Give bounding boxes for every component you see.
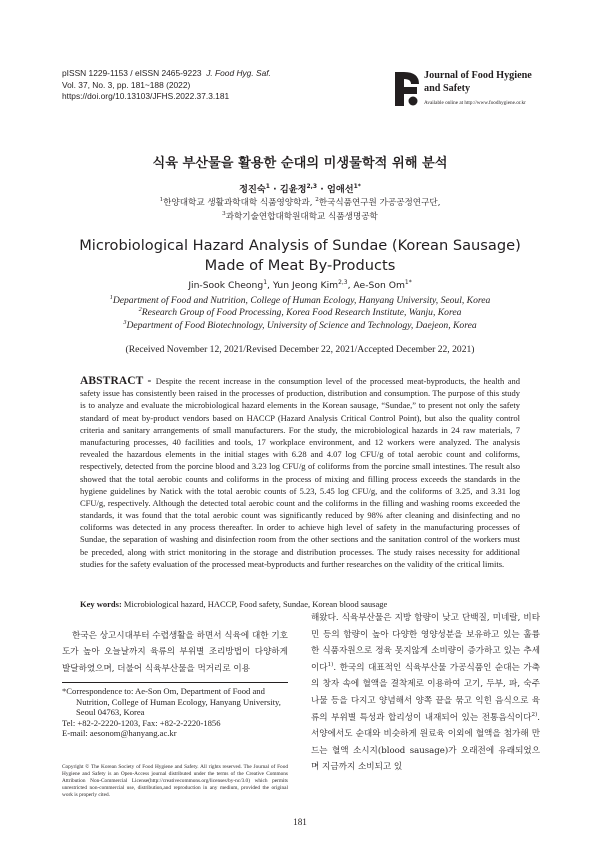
citation-2[interactable]: 2): [531, 711, 538, 718]
journal-title: [424, 70, 532, 95]
korean-author-3: 엄애선: [326, 184, 354, 195]
english-author-2-sup: 2,3: [338, 278, 348, 286]
citation-1[interactable]: 1): [327, 661, 334, 668]
english-corresponding-star: *: [408, 278, 412, 286]
korean-author-1: 정진숙: [239, 184, 266, 195]
english-affil-1-sup: 1: [109, 293, 113, 301]
journal-meta: [62, 68, 271, 103]
correspondence-line2: Nutrition, College of Human Ecology, Hanyang University,: [76, 696, 281, 707]
english-author-separator: ,: [267, 280, 273, 291]
journal-title-line2: and Safety: [424, 82, 471, 94]
korean-author-separator: ·: [273, 184, 277, 195]
korean-author-2: 김윤정: [279, 184, 307, 195]
journal-logo: [392, 70, 542, 112]
english-title-line1: Microbiological Hazard Analysis of Sundae (Korean Sausage): [79, 237, 521, 254]
english-affil-2: Research Group of Food Processing, Korea Food Research Institute, Wanju, Korea: [141, 307, 462, 319]
english-author-1-sup: 1: [263, 278, 268, 286]
english-affil-1: Department of Food and Nutrition, College of Human Ecology, Hanyang University, Seoul, Korea: [112, 295, 491, 306]
korean-author-2-sup: 2,3: [306, 182, 318, 190]
correspondence-tel: Tel: +82-2-2220-1203, Fax: +82-2-2220-1856: [62, 717, 221, 728]
journal-abbrev: J. Food Hyg. Saf.: [206, 68, 271, 78]
english-affil-3-sup: 3: [123, 318, 127, 326]
english-affiliations: [0, 295, 600, 332]
english-author-2: Yun Jeong Kim: [272, 280, 339, 291]
correspondence-line3: Seoul 04763, Korea: [76, 707, 145, 718]
english-affiliation-1: [0, 295, 600, 307]
korean-affil-2-sup: 2: [315, 197, 319, 204]
english-author-3-sup: 1: [404, 278, 409, 286]
korean-affil-3: 과학기술연합대학원대학교 식품생명공학: [225, 212, 378, 222]
correspondence-email[interactable]: E-mail: aesonom@hanyang.ac.kr: [62, 728, 177, 739]
english-author-1: Jin-Sook Cheong: [188, 280, 264, 291]
doi-link[interactable]: https://doi.org/10.13103/JFHS.2022.37.3.181: [62, 91, 230, 101]
korean-affiliation-line1: [0, 196, 600, 210]
english-title: [0, 236, 600, 276]
english-title-line2: Made of Meat By-Products: [204, 257, 396, 274]
abstract-text: Despite the recent increase in the consumption level of the processed meat-byproducts, the health and safety issue has consistently been raised in the processes of production, distribution and consumption. The purpose of this study is to analyze and evaluate the microbiological hazard elements in the Korean sausage, “Sundae,” to present not only the safety standard of meat by-product vendors based on HACCP (Hazard Analysis Critical Control Point), but also the quality control criteria and sanitary arrangements of small manufacturers. For the study, the microbiological hazards in 24 raw materials, 7 manufacturing processes, 40 facilities and tools, 17 workplace environment, and 12 workers were analyzed. The analysis revealed the hazardous elements in the initial stages with 6.28 and 4.07 log CFU/g of total aerobic count and coliforms, respectively, detected from the porcine blood and 3.23 log CFU/g of coliforms from the porcine small intestines. The result also showed that the total aerobic counts and coliforms in the process of mixing and filling process exceeds the standards in the hygiene guidelines by Natick with the total aerobic counts of 5.23, 5.45 log CFU/g, and the coliforms of 3.25, and 3.31 log CFU/g, respectively. Although the detected total aerobic count and the coliforms in the filling and washing rooms exceeded the standards, it was found that the total aerobic count was significantly reduced by 98% after cleaning and disinfecting and no coliforms was detected in any process thereafter. In order to achieve high level of safety in the manufacturing processes of Sundae, the separation of washing and disinfection room from the other sections and the sanitation control of the workers must be preceded, along with strict monitoring in the storage and distribution processes. The study raises necessity for additional studies for the safety evaluation of the processed meat-byproducts and further researches on the validity of the critical limits.: [80, 376, 520, 569]
english-author-3: Ae-Son Om: [353, 280, 405, 291]
corresponding-star: *: [357, 182, 361, 190]
correspondence-line1: *Correspondence to: Ae-Son Om, Department of Food and: [62, 686, 265, 696]
keywords: [80, 599, 520, 609]
footnote-divider: [62, 682, 288, 683]
korean-author-3-sup: 1: [353, 182, 358, 190]
body-left-paragraph: 한국은 상고시대부터 수렵생활을 하면서 식육에 대한 기호도가 높아 오늘날까지 육류의 부위별 조리방법이 다양하게 발달하였으며, 더불어 식육부산물을 먹거리로 이용: [62, 631, 288, 674]
korean-author-1-sup: 1: [265, 182, 270, 190]
keywords-text: Microbiological hazard, HACCP, Food safety, Sundae, Korean blood sausage: [123, 599, 388, 609]
english-authors: [0, 280, 600, 291]
abstract-heading: ABSTRACT -: [80, 375, 156, 387]
korean-affil-3-sup: 3: [222, 211, 226, 218]
korean-affiliations: [0, 196, 600, 224]
english-author-separator: ,: [347, 280, 354, 291]
body-right-text-a: 해왔다. 식육부산물은 지방 함량이 낮고 단백질, 미네랄, 비타민 등의 함량이 높아 다양한 영양성분을 보유하고 있는 훌륭한 식품자원으로 정육 못지않게 소비량이 증가하고 있는 추세이다: [311, 613, 540, 673]
body-right-paragraph: [311, 610, 540, 776]
korean-affil-1: 한양대학교 생활과학대학 식품영양학과,: [163, 198, 316, 208]
abstract: [80, 375, 520, 570]
korean-affil-1-sup: 1: [159, 197, 164, 204]
keywords-label: Key words:: [80, 599, 124, 609]
korean-affil-2: 한국식품연구원 가공공정연구단,: [318, 198, 441, 208]
korean-authors: [0, 181, 600, 195]
english-affil-2-sup: 2: [138, 306, 142, 314]
english-affiliation-2: [0, 307, 600, 319]
issn-text: pISSN 1229-1153 / eISSN 2465-9223: [62, 68, 202, 78]
page-number: 181: [293, 817, 307, 827]
journal-title-line1: Journal of Food Hygiene: [424, 70, 532, 81]
korean-author-separator: ·: [320, 184, 324, 195]
body-right-text-c: . 서양에서도 순대와 비슷하게 원료육 이외에 혈액을 첨가해 만드는 혈액 소시지(blood sausage)가 오래전에 유래되었으며 지금까지 소비되고 있: [311, 712, 540, 773]
english-affiliation-3: [0, 320, 600, 332]
correspondence-note: [62, 686, 288, 739]
jfhs-logo-icon: [392, 70, 422, 108]
body-right-text-b: . 한국의 대표적인 식육부산물 가공식품인 순대는 가축의 창자 속에 혈액을 결착제로 이용하여 고기, 두부, 파, 숙주나물 등을 다지고 양념해서 양쪽 끝을 묶고 익힌 음식으로 육류의 부위별 특성과 합리성이 내재되어 있는 전통음식이다: [311, 662, 540, 723]
copyright-notice: Copyright © The Korean Society of Food Hygiene and Safety. All rights reserved. The Journal of Food Hygiene and Safety is an Open-Access journal distributed under the terms of the Creative Commons Attribution Non-Commercial License(http://creativecommons.org/licenses/by-nc/3.0) which permits unrestricted non-commercial use, distribution,and reproduction in any medium, provided the original work is properly cited.: [62, 764, 288, 798]
korean-title: 식육 부산물을 활용한 순대의 미생물학적 위해 분석: [152, 156, 448, 171]
korean-affiliation-line2: [0, 210, 600, 224]
available-online[interactable]: Available online at http://www.foodhygiene.or.kr: [424, 100, 526, 106]
english-affil-3: Department of Food Biotechnology, University of Science and Technology, Daejeon, Korea: [126, 319, 477, 331]
received-dates: (Received November 12, 2021/Revised December 22, 2021/Accepted December 22, 2021): [125, 344, 475, 355]
issn-line: [62, 68, 271, 80]
volume-line: Vol. 37, No. 3, pp. 181~188 (2022): [62, 79, 191, 90]
